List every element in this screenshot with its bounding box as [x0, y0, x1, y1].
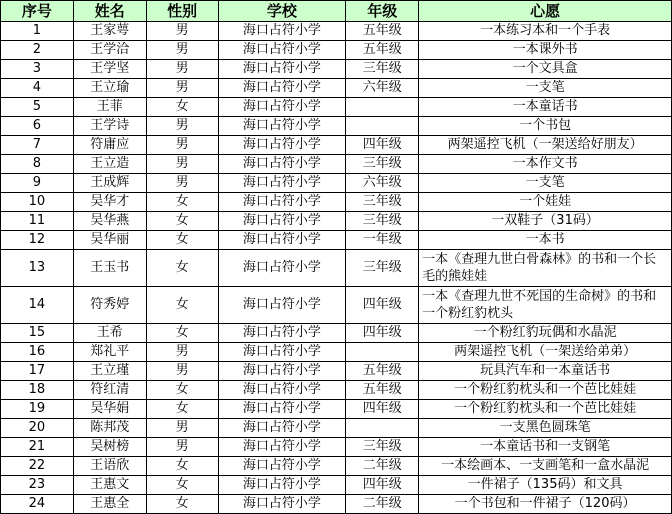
table-row	[1, 381, 672, 400]
school-cell[interactable]: 海口占符小学	[218, 79, 346, 98]
name-cell[interactable]: 吴华丽	[73, 231, 146, 250]
name-cell[interactable]: 王语欣	[73, 457, 146, 476]
grade-cell[interactable]: 五年级	[346, 381, 419, 400]
header-row	[1, 1, 672, 22]
name-cell[interactable]: 王惠文	[73, 476, 146, 495]
table-row	[1, 324, 672, 343]
name-cell[interactable]: 王立瑜	[73, 79, 146, 98]
school-cell[interactable]: 海口占符小学	[218, 438, 346, 457]
name-cell[interactable]: 王立造	[73, 155, 146, 174]
wish-cell[interactable]: 一个书包	[419, 117, 672, 136]
grade-cell[interactable]: 四年级	[346, 476, 419, 495]
table-row	[1, 41, 672, 60]
wish-cell[interactable]: 一个粉红豹枕头和一个芭比娃娃	[419, 400, 672, 419]
name-cell[interactable]: 王希	[73, 324, 146, 343]
wish-cell[interactable]: 一本童话书	[419, 98, 672, 117]
gender-cell[interactable]: 男	[146, 22, 218, 41]
grade-cell[interactable]: 二年级	[346, 457, 419, 476]
name-cell[interactable]: 王学坚	[73, 60, 146, 79]
wish-cell[interactable]: 一本书	[419, 231, 672, 250]
name-cell[interactable]: 王惠全	[73, 495, 146, 514]
table-row	[1, 22, 672, 41]
wish-cell[interactable]: 一个娃娃	[419, 193, 672, 212]
school-cell[interactable]: 海口占符小学	[218, 362, 346, 381]
wish-cell[interactable]: 一件裙子（135码）和文具	[419, 476, 672, 495]
gender-cell[interactable]: 女	[146, 495, 218, 514]
grade-cell[interactable]	[346, 98, 419, 117]
wish-cell[interactable]: 一支笔	[419, 79, 672, 98]
number-cell[interactable]: 6	[1, 117, 74, 136]
wish-cell[interactable]: 一个书包和一件裙子（120码）	[419, 495, 672, 514]
table-row	[1, 231, 672, 250]
grade-cell[interactable]: 五年级	[346, 22, 419, 41]
gender-cell[interactable]: 男	[146, 343, 218, 362]
table-row	[1, 457, 672, 476]
grade-cell[interactable]: 五年级	[346, 41, 419, 60]
name-cell[interactable]: 王立瑾	[73, 362, 146, 381]
number-cell[interactable]: 19	[1, 400, 74, 419]
wish-cell[interactable]: 一个粉红豹枕头和一个芭比娃娃	[419, 381, 672, 400]
school-cell[interactable]: 海口占符小学	[218, 287, 346, 324]
gender-cell[interactable]: 女	[146, 400, 218, 419]
grade-cell[interactable]: 四年级	[346, 287, 419, 324]
table-row	[1, 362, 672, 381]
school-cell[interactable]: 海口占符小学	[218, 419, 346, 438]
table-row	[1, 60, 672, 79]
table-row	[1, 174, 672, 193]
table-row	[1, 98, 672, 117]
gender-cell[interactable]: 男	[146, 174, 218, 193]
school-cell[interactable]: 海口占符小学	[218, 98, 346, 117]
grade-cell[interactable]: 三年级	[346, 250, 419, 287]
header-cell-grade[interactable]: 年级	[346, 1, 419, 22]
gender-cell[interactable]: 男	[146, 79, 218, 98]
table-row	[1, 400, 672, 419]
number-cell[interactable]: 3	[1, 60, 74, 79]
number-cell[interactable]: 22	[1, 457, 74, 476]
name-cell[interactable]: 王成辉	[73, 174, 146, 193]
number-cell[interactable]: 4	[1, 79, 74, 98]
name-cell[interactable]: 吴华娟	[73, 400, 146, 419]
grade-cell[interactable]: 四年级	[346, 136, 419, 155]
table-row	[1, 419, 672, 438]
number-cell[interactable]: 1	[1, 22, 74, 41]
gender-cell[interactable]: 女	[146, 381, 218, 400]
table-row	[1, 250, 672, 287]
name-cell[interactable]: 吴华燕	[73, 212, 146, 231]
name-cell[interactable]: 王菲	[73, 98, 146, 117]
number-cell[interactable]: 13	[1, 250, 74, 287]
wish-cell[interactable]: 一本课外书	[419, 41, 672, 60]
header-cell-name[interactable]: 姓名	[73, 1, 146, 22]
name-cell[interactable]: 符庸应	[73, 136, 146, 155]
table-row	[1, 476, 672, 495]
name-cell[interactable]: 符秀婷	[73, 287, 146, 324]
wish-cell[interactable]: 两架遥控飞机（一架送给好朋友）	[419, 136, 672, 155]
grade-cell[interactable]: 六年级	[346, 79, 419, 98]
table-row	[1, 287, 672, 324]
school-cell[interactable]: 海口占符小学	[218, 60, 346, 79]
name-cell[interactable]: 王家萼	[73, 22, 146, 41]
table-row	[1, 117, 672, 136]
school-cell[interactable]: 海口占符小学	[218, 117, 346, 136]
name-cell[interactable]: 吴树榜	[73, 438, 146, 457]
school-cell[interactable]: 海口占符小学	[218, 41, 346, 60]
wish-cell[interactable]: 一本绘画本、一支画笔和一盒水晶泥	[419, 457, 672, 476]
gender-cell[interactable]: 女	[146, 193, 218, 212]
number-cell[interactable]: 12	[1, 231, 74, 250]
grade-cell[interactable]: 四年级	[346, 324, 419, 343]
number-cell[interactable]: 8	[1, 155, 74, 174]
wish-cell[interactable]: 一本《查理九世不死国的生命树》的书和一个粉红豹枕头	[419, 287, 672, 324]
name-cell[interactable]: 符红清	[73, 381, 146, 400]
gender-cell[interactable]: 女	[146, 250, 218, 287]
grade-cell[interactable]: 一年级	[346, 231, 419, 250]
school-cell[interactable]: 海口占符小学	[218, 343, 346, 362]
gender-cell[interactable]: 女	[146, 212, 218, 231]
wish-cell[interactable]: 玩具汽车和一本童话书	[419, 362, 672, 381]
number-cell[interactable]: 15	[1, 324, 74, 343]
grade-cell[interactable]	[346, 419, 419, 438]
table-row	[1, 343, 672, 362]
number-cell[interactable]: 5	[1, 98, 74, 117]
wish-cell[interactable]: 两架遥控飞机（一架送给弟弟）	[419, 343, 672, 362]
wish-cell[interactable]: 一本《查理九世白骨森林》的书和一个长毛的熊娃娃	[419, 250, 672, 287]
gender-cell[interactable]: 女	[146, 457, 218, 476]
grade-cell[interactable]: 三年级	[346, 193, 419, 212]
header-cell-number[interactable]: 序号	[1, 1, 74, 22]
name-cell[interactable]: 郑礼平	[73, 343, 146, 362]
header-cell-wish[interactable]: 心愿	[419, 1, 672, 22]
number-cell[interactable]: 2	[1, 41, 74, 60]
gender-cell[interactable]: 男	[146, 136, 218, 155]
gender-cell[interactable]: 男	[146, 438, 218, 457]
number-cell[interactable]: 7	[1, 136, 74, 155]
school-cell[interactable]: 海口占符小学	[218, 476, 346, 495]
school-cell[interactable]: 海口占符小学	[218, 155, 346, 174]
number-cell[interactable]: 14	[1, 287, 74, 324]
grade-cell[interactable]: 三年级	[346, 212, 419, 231]
number-cell[interactable]: 16	[1, 343, 74, 362]
name-cell[interactable]: 吴华才	[73, 193, 146, 212]
grade-cell[interactable]	[346, 117, 419, 136]
school-cell[interactable]: 海口占符小学	[218, 174, 346, 193]
school-cell[interactable]: 海口占符小学	[218, 250, 346, 287]
school-cell[interactable]: 海口占符小学	[218, 457, 346, 476]
number-cell[interactable]: 10	[1, 193, 74, 212]
school-cell[interactable]: 海口占符小学	[218, 231, 346, 250]
number-cell[interactable]: 23	[1, 476, 74, 495]
grade-cell[interactable]: 三年级	[346, 60, 419, 79]
wish-cell[interactable]: 一双鞋子（31码）	[419, 212, 672, 231]
header-cell-gender[interactable]: 性别	[146, 1, 218, 22]
gender-cell[interactable]: 女	[146, 98, 218, 117]
number-cell[interactable]: 9	[1, 174, 74, 193]
grade-cell[interactable]: 四年级	[346, 400, 419, 419]
wish-cell[interactable]: 一本练习本和一个手表	[419, 22, 672, 41]
number-cell[interactable]: 21	[1, 438, 74, 457]
grade-cell[interactable]: 六年级	[346, 174, 419, 193]
wish-cell[interactable]: 一本作文书	[419, 155, 672, 174]
gender-cell[interactable]: 男	[146, 41, 218, 60]
school-cell[interactable]: 海口占符小学	[218, 495, 346, 514]
gender-cell[interactable]: 女	[146, 287, 218, 324]
table-row	[1, 79, 672, 98]
school-cell[interactable]: 海口占符小学	[218, 212, 346, 231]
grade-cell[interactable]: 三年级	[346, 155, 419, 174]
school-cell[interactable]: 海口占符小学	[218, 324, 346, 343]
name-cell[interactable]: 王学诗	[73, 117, 146, 136]
number-cell[interactable]: 17	[1, 362, 74, 381]
gender-cell[interactable]: 男	[146, 60, 218, 79]
school-cell[interactable]: 海口占符小学	[218, 22, 346, 41]
school-cell[interactable]: 海口占符小学	[218, 381, 346, 400]
name-cell[interactable]: 王学洽	[73, 41, 146, 60]
school-cell[interactable]: 海口占符小学	[218, 136, 346, 155]
table-row	[1, 212, 672, 231]
grade-cell[interactable]: 三年级	[346, 438, 419, 457]
wish-cell[interactable]: 一支笔	[419, 174, 672, 193]
number-cell[interactable]: 11	[1, 212, 74, 231]
wish-cell[interactable]: 一本童话书和一支钢笔	[419, 438, 672, 457]
school-cell[interactable]: 海口占符小学	[218, 193, 346, 212]
name-cell[interactable]: 陈邦茂	[73, 419, 146, 438]
name-cell[interactable]: 王玉书	[73, 250, 146, 287]
gender-cell[interactable]: 男	[146, 155, 218, 174]
number-cell[interactable]: 18	[1, 381, 74, 400]
wish-cell[interactable]: 一支黑色圆珠笔	[419, 419, 672, 438]
wish-cell[interactable]: 一个文具盒	[419, 60, 672, 79]
gender-cell[interactable]: 男	[146, 117, 218, 136]
school-cell[interactable]: 海口占符小学	[218, 400, 346, 419]
table-row	[1, 438, 672, 457]
number-cell[interactable]: 24	[1, 495, 74, 514]
gender-cell[interactable]: 男	[146, 362, 218, 381]
grade-cell[interactable]: 五年级	[346, 362, 419, 381]
wish-cell[interactable]: 一个粉红豹玩偶和水晶泥	[419, 324, 672, 343]
number-cell[interactable]: 20	[1, 419, 74, 438]
table-row	[1, 193, 672, 212]
grade-cell[interactable]	[346, 343, 419, 362]
gender-cell[interactable]: 男	[146, 419, 218, 438]
gender-cell[interactable]: 女	[146, 324, 218, 343]
gender-cell[interactable]: 女	[146, 476, 218, 495]
table-row	[1, 495, 672, 514]
table-row	[1, 155, 672, 174]
table-row	[1, 136, 672, 155]
gender-cell[interactable]: 女	[146, 231, 218, 250]
header-cell-school[interactable]: 学校	[218, 1, 346, 22]
grade-cell[interactable]: 二年级	[346, 495, 419, 514]
